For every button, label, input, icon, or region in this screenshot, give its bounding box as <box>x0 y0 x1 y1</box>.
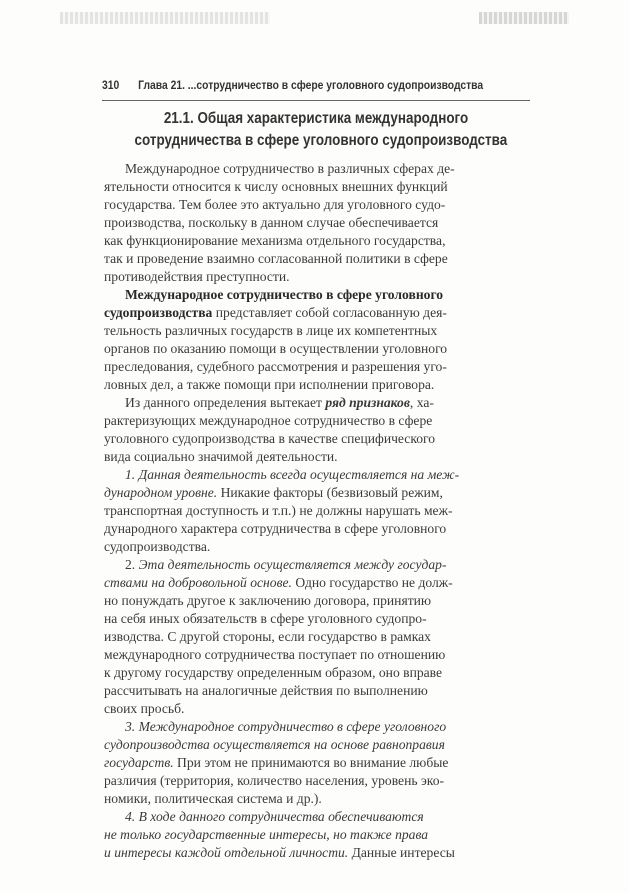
text-line: производства, поскольку в данном случае обеспечивается <box>104 215 439 230</box>
text-line: ятельности относится к числу основных внешних функций <box>104 179 448 194</box>
text-line: дународного характера сотрудничества в сфере уголовного <box>104 521 447 536</box>
text-fragment: 4. В ходе данного сотрудничества обеспечиваются <box>125 809 424 824</box>
text-line: преследования, судебного рассмотрения и разрешения уго- <box>104 359 447 374</box>
text-fragment: Из данного определения вытекает <box>125 395 326 410</box>
text-line <box>104 844 524 862</box>
definition-term-end: судопроизводства <box>104 305 213 320</box>
text-line: противодействия преступности. <box>104 269 290 284</box>
text-fragment: При этом не принимаются во внимание любые <box>173 755 449 770</box>
scan-artifact-right <box>479 12 569 24</box>
text-fragment: Эта деятельность осуществляется между государ- <box>138 557 447 572</box>
text-line: ловных дел, а также помощи при исполнении приговора. <box>104 377 435 392</box>
text-fragment: Данные интересы <box>348 845 455 860</box>
text-fragment: , ха- <box>409 395 434 410</box>
text-line <box>104 304 524 322</box>
text-line: так и проведение взаимно согласованной политики в сфере <box>104 251 448 266</box>
text-fragment: Никакие факторы (безвизовый режим, <box>217 485 443 500</box>
list-item-2-line <box>104 556 524 574</box>
text-line: органов по оказанию помощи в осуществлении уголовного <box>104 341 448 356</box>
list-item-4-line <box>104 808 524 826</box>
text-line: но понуждать другое к заключению договора, принятию <box>104 593 432 608</box>
text-line: Международное сотрудничество в различных сферах де- <box>125 161 455 176</box>
text-fragment: ствами на добровольной основе. <box>104 575 292 590</box>
text-fragment: 2. <box>125 557 139 572</box>
text-fragment: дународном уровне. <box>104 485 218 500</box>
header-divider <box>102 100 530 101</box>
emphasis-signs: ряд признаков <box>325 395 410 410</box>
text-line: вида социально значимой деятельности. <box>104 449 338 464</box>
body-text <box>104 160 524 862</box>
text-fragment: судопроизводства осуществляется на основе равноправия <box>104 737 445 752</box>
text-fragment: не только государственные интересы, но также права <box>104 827 429 842</box>
scan-artifact-left <box>60 12 270 24</box>
text-line: международного сотрудничества поступает по отношению <box>104 647 446 662</box>
list-item-1-line <box>104 466 524 484</box>
section-title-line-2: сотрудничества в сфере уголовного судопроизводства <box>134 132 508 149</box>
text-line: различия (территория, количество населения, уровень эко- <box>104 773 445 788</box>
text-fragment: Одно государство не долж- <box>291 575 453 590</box>
text-line: транспортная доступность и т.п.) не должны нарушать меж- <box>104 503 453 518</box>
chapter-title: Глава 21. ...сотрудничество в сфере уголовного судопроизводства <box>138 78 484 92</box>
text-line <box>104 574 524 592</box>
text-line: уголовного судопроизводства в качестве специфического <box>104 431 436 446</box>
text-fragment: государств. <box>104 755 174 770</box>
text-line: как функционирование механизма отдельного государства, <box>104 233 446 248</box>
page-number: 310 <box>102 78 120 92</box>
text-line <box>104 394 524 412</box>
definition-term-line <box>104 286 524 304</box>
running-head <box>102 78 484 100</box>
text-line: судопроизводства. <box>104 539 211 554</box>
text-line <box>104 754 524 772</box>
text-fragment: и интересы каждой отдельной личности. <box>104 845 349 860</box>
text-line: к другому государству определенным образом, оно вправе <box>104 665 443 680</box>
text-line <box>104 736 524 754</box>
text-line: своих просьб. <box>104 701 185 716</box>
text-line: тельность различных государств в лице их компетентных <box>104 323 438 338</box>
text-line <box>104 826 524 844</box>
list-item-3-line <box>104 718 524 736</box>
text-line: на себя иных обязательств в сфере уголовного судопро- <box>104 611 427 626</box>
text-line: номики, политическая система и др.). <box>104 791 322 806</box>
text-fragment: представляет собой согласованную дея- <box>212 305 447 320</box>
text-line: рассчитывать на аналогичные действия по выполнению <box>104 683 428 698</box>
text-line: изводства. С другой стороны, если государство в рамках <box>104 629 431 644</box>
text-line <box>104 484 524 502</box>
definition-term: Международное сотрудничество в сфере уголовного <box>125 287 444 302</box>
text-fragment: 1. Данная деятельность всегда осуществляется на меж- <box>125 467 460 482</box>
scan-artifact-top <box>60 12 569 28</box>
text-line: рактеризующих международное сотрудничество в сфере <box>104 413 433 428</box>
section-title-line-1: 21.1. Общая характеристика международного <box>163 110 469 127</box>
section-title <box>100 108 532 152</box>
text-fragment: 3. Международное сотрудничество в сфере уголовного <box>125 719 447 734</box>
text-line: государства. Тем более это актуально для уголовного судо- <box>104 197 446 212</box>
